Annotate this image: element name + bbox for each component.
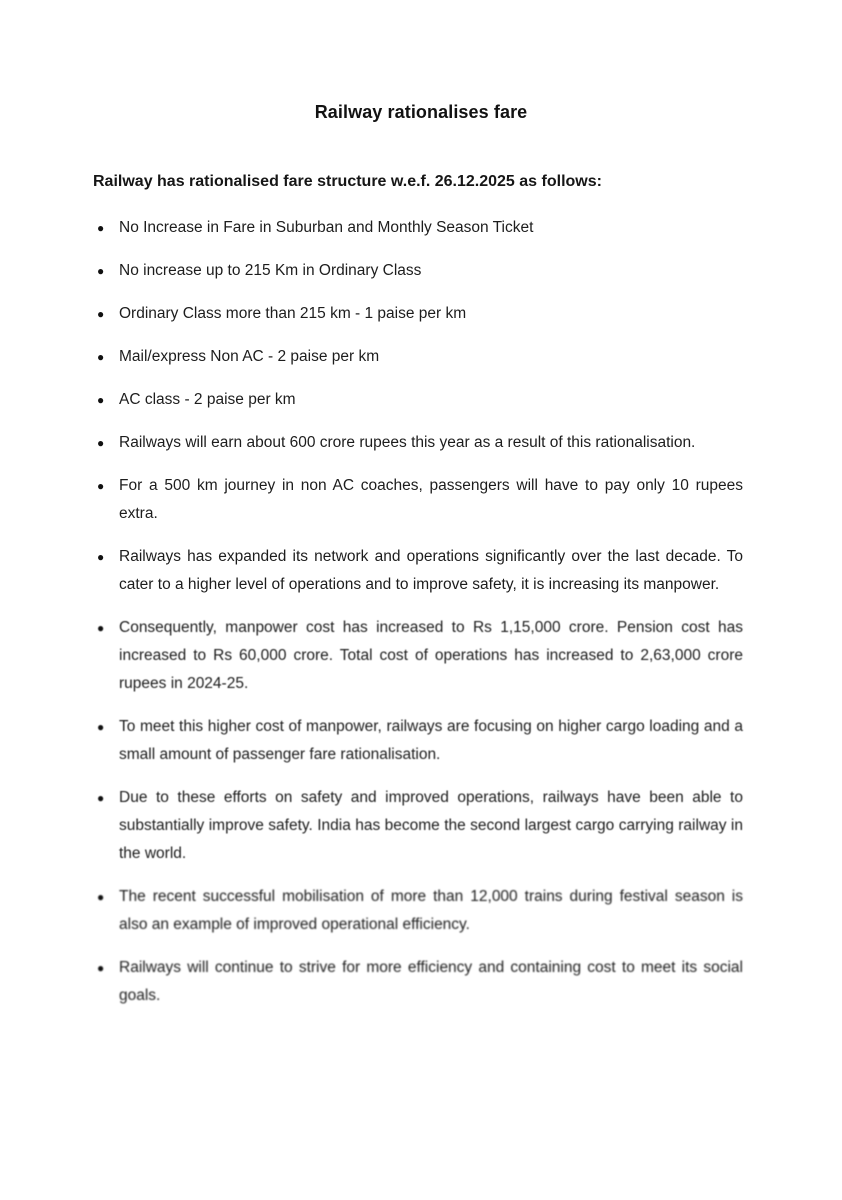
bullet-text: To meet this higher cost of manpower, railways are focusing on higher cargo loading and a small amount of passenger fare rationalisation.	[119, 718, 743, 763]
bullet-marker-icon: ●	[97, 264, 105, 278]
bullet-item	[93, 386, 743, 414]
bullet-marker-icon: ●	[97, 479, 105, 493]
page-title: Railway rationalises fare	[314, 102, 528, 122]
bullet-marker-icon: ●	[97, 791, 105, 805]
bullet-marker-icon: ●	[97, 393, 105, 407]
bullet-marker-icon: ●	[97, 720, 105, 734]
bullet-marker-icon: ●	[97, 221, 105, 235]
bullet-item	[93, 472, 743, 528]
bullet-text: Due to these efforts on safety and improved operations, railways have been able to substantially improve safety. India has become the second largest cargo carrying railway in the world.	[119, 789, 743, 862]
bullet-text: Consequently, manpower cost has increased to Rs 1,15,000 crore. Pension cost has increased to Rs 60,000 crore. Total cost of operations has increased to 2,63,000 crore rupees in 2024-25.	[119, 619, 743, 692]
bullet-item	[93, 883, 743, 939]
bullet-marker-icon: ●	[97, 307, 105, 321]
bullet-marker-icon: ●	[97, 890, 105, 904]
bullet-text: Railways has expanded its network and operations significantly over the last decade. To cater to a higher level of operations and to improve safety, it is increasing its manpower.	[119, 548, 743, 593]
bullet-marker-icon: ●	[97, 436, 105, 450]
bullet-item	[93, 214, 743, 242]
bullet-item	[93, 300, 743, 328]
bullet-text: No increase up to 215 Km in Ordinary Class	[119, 262, 422, 279]
bullet-marker-icon: ●	[97, 550, 105, 564]
bullet-item	[93, 614, 743, 698]
bullet-text: Railways will earn about 600 crore rupees this year as a result of this rationalisation.	[119, 434, 696, 451]
subheading: Railway has rationalised fare structure w.e.f. 26.12.2025 as follows:	[93, 173, 602, 190]
bullet-text: Ordinary Class more than 215 km - 1 paise per km	[119, 305, 467, 322]
bullet-text: For a 500 km journey in non AC coaches, passengers will have to pay only 10 rupees extra.	[119, 477, 743, 522]
bullet-text: AC class - 2 paise per km	[119, 391, 296, 408]
bullet-item	[93, 954, 743, 1010]
bullet-item	[93, 343, 743, 371]
bullet-marker-icon: ●	[97, 621, 105, 635]
bullet-item	[93, 784, 743, 868]
bullet-item	[93, 257, 743, 285]
bullet-marker-icon: ●	[97, 961, 105, 975]
bullet-item	[93, 713, 743, 769]
bullet-text: Railways will continue to strive for more efficiency and containing cost to meet its social goals.	[119, 959, 743, 1004]
bullet-item	[93, 429, 743, 457]
bullet-text: The recent successful mobilisation of more than 12,000 trains during festival season is also an example of improved operational efficiency.	[119, 888, 743, 933]
bullet-list	[93, 214, 743, 1010]
bullet-item	[93, 543, 743, 599]
bullet-text: No Increase in Fare in Suburban and Monthly Season Ticket	[119, 219, 534, 236]
bullet-text: Mail/express Non AC - 2 paise per km	[119, 348, 380, 365]
bullet-marker-icon: ●	[97, 350, 105, 364]
